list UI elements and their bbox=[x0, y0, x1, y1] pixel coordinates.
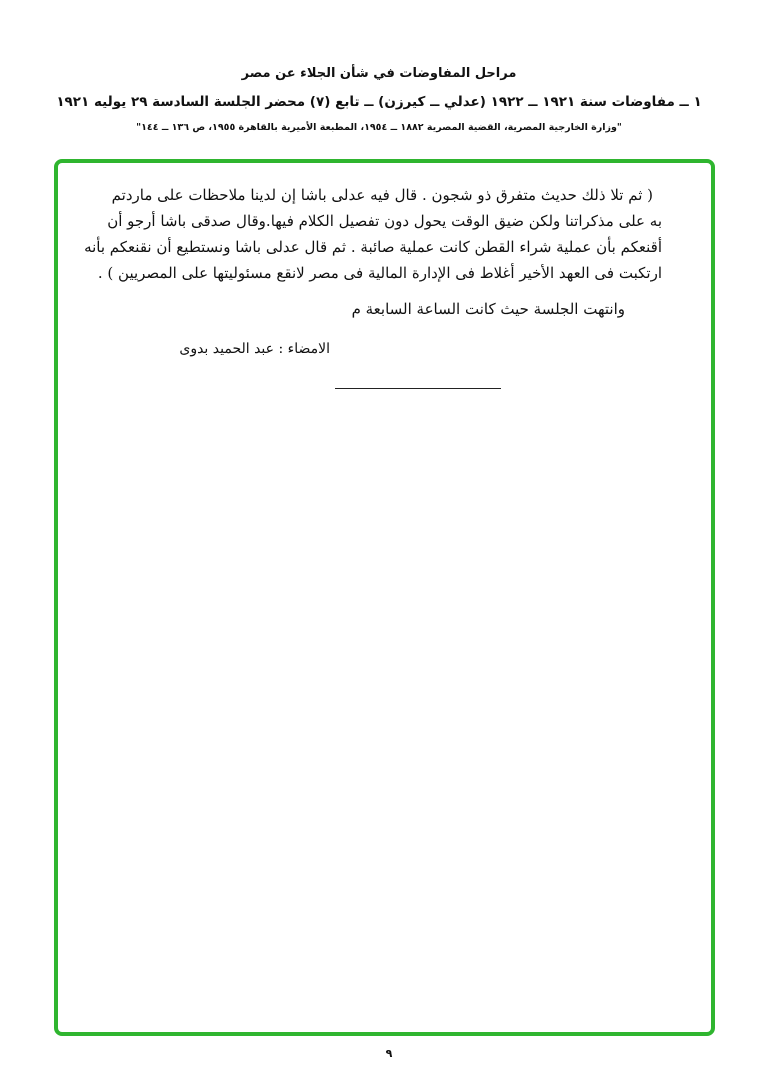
source-citation: "وزارة الخارجية المصرية، القضية المصرية ١٨٨٢ ــ ١٩٥٤، المطبعة الأميرية بالقاهرة ١٩٥٥، ص ١٣٦ ــ ١٤٤" bbox=[136, 122, 622, 133]
page-title: مراحل المفاوضات في شأن الجلاء عن مصر bbox=[241, 66, 517, 81]
section-subtitle: ١ ــ مفاوضات سنة ١٩٢١ ــ ١٩٢٢ (عدلي ــ كيرزن) ــ تابع (٧) محضر الجلسة السادسة ٢٩ يوليه ١٩٢١ bbox=[56, 94, 702, 110]
closing-line: وانتهت الجلسة حيث كانت الساعة السابعة م bbox=[351, 300, 625, 318]
body-line-3: أقنعكم بأن عملية شراء القطن كانت عملية صائبة . ثم قال عدلى باشا ونستطيع أن نقنعكم بأنه bbox=[84, 238, 662, 256]
page-number: ٩ bbox=[385, 1047, 393, 1060]
document-frame bbox=[54, 159, 715, 1036]
body-line-1: ( ثم تلا ذلك حديث متفرق ذو شجون . قال فيه عدلى باشا إن لدينا ملاحظات على ماردتم bbox=[111, 186, 653, 204]
signature: الامضاء : عبد الحميد بدوى bbox=[179, 341, 330, 357]
body-line-2: به على مذكراتنا ولكن ضيق الوقت يحول دون تفصيل الكلام فيها.وقال صدقى باشا أرجو أن bbox=[107, 212, 662, 230]
body-line-4: ارتكبت فى العهد الأخير أغلاط فى الإدارة المالية فى مصر لانقع مسئوليتها على المصريين ) . bbox=[97, 264, 662, 282]
divider-rule bbox=[335, 388, 501, 389]
